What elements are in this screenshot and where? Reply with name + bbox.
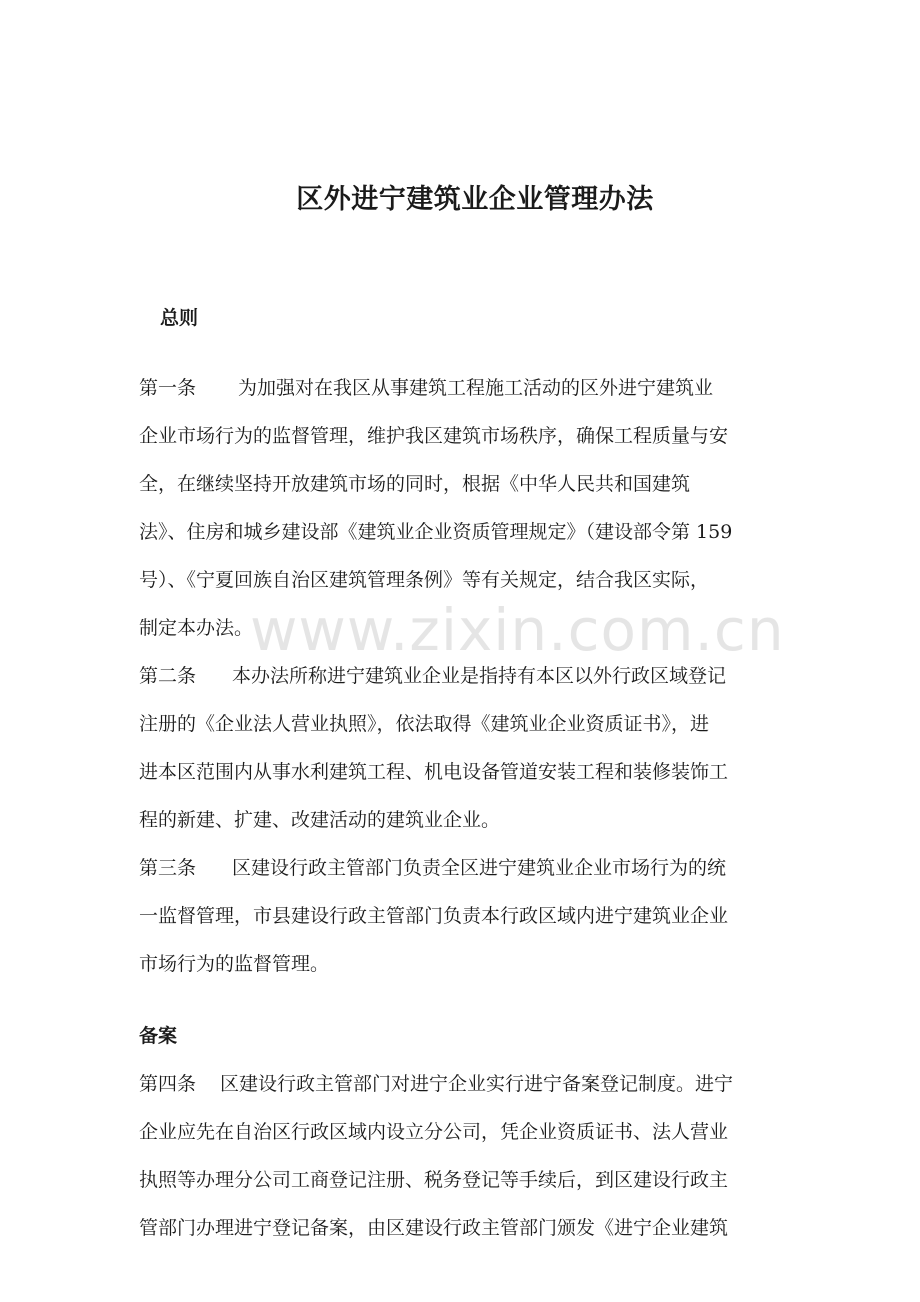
document-title: 区外进宁建筑业企业管理办法	[296, 184, 654, 215]
article-1-line-2: 企业市场行为的监督管理，维护我区建筑市场秩序，确保工程质量与安	[139, 425, 729, 447]
watermark: www.zixin.com.cn	[250, 596, 785, 664]
article-2-line-3: 进本区范围内从事水利建筑工程、机电设备管道安装工程和装修装饰工	[139, 761, 729, 783]
article-4-line-4: 管部门办理进宁登记备案，由区建设行政主管部门颁发《进宁企业建筑	[139, 1217, 729, 1239]
article-2-line-4: 程的新建、扩建、改建活动的建筑业企业。	[139, 809, 501, 831]
article-2-text-1: 本办法所称进宁建筑业企业是指持有本区以外行政区域登记	[232, 665, 727, 687]
article-3-line-3: 市场行为的监督管理。	[139, 953, 330, 975]
article-4-line-3: 执照等办理分公司工商登记注册、税务登记等手续后，到区建设行政主	[139, 1169, 729, 1191]
article-4-label: 第四条	[139, 1073, 197, 1095]
article-3-text-1: 区建设行政主管部门负责全区进宁建筑业企业市场行为的统	[232, 857, 727, 879]
article-2-line-2: 注册的《企业法人营业执照》，依法取得《建筑业企业资质证书》，进	[139, 713, 710, 735]
article-2-line-1	[139, 662, 726, 690]
article-4-text-1: 区建设行政主管部门对进宁企业实行进宁备案登记制度。进宁	[220, 1073, 734, 1095]
article-1-label: 第一条	[139, 377, 197, 399]
article-3-label: 第三条	[139, 857, 197, 879]
article-1-line-1	[139, 374, 713, 402]
article-4-line-2: 企业应先在自治区行政区域内设立分公司，凭企业资质证书、法人营业	[139, 1121, 729, 1143]
article-1-line-5: 号）、《宁夏回族自治区建筑管理条例》等有关规定，结合我区实际，	[139, 569, 710, 591]
article-1-line-6: 制定本办法。	[139, 617, 254, 639]
article-1-text-1: 为加强对在我区从事建筑工程施工活动的区外进宁建筑业	[238, 377, 714, 399]
article-4-line-1	[139, 1070, 733, 1098]
article-1-line-4: 法》、住房和城乡建设部《建筑业企业资质管理规定》（建设部令第 159	[139, 521, 733, 543]
article-1-line-3: 全，在继续坚持开放建筑市场的同时，根据《中华人民共和国建筑	[139, 473, 691, 495]
article-3-line-2: 一监督管理，市县建设行政主管部门负责本行政区域内进宁建筑业企业	[139, 905, 729, 927]
article-2-label: 第二条	[139, 665, 197, 687]
section-heading-filing: 备案	[139, 1025, 178, 1047]
article-3-line-1	[139, 854, 726, 882]
section-heading-general: 总则	[160, 307, 199, 329]
